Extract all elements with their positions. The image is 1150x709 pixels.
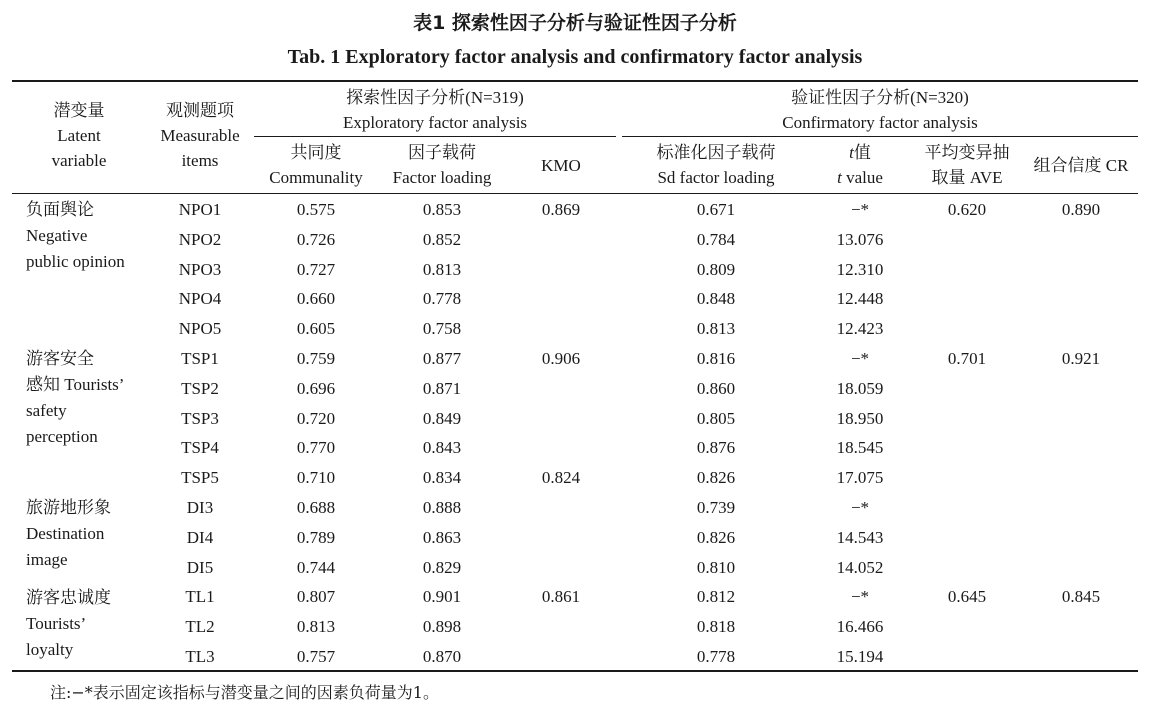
cell-communality: 0.813 [296, 617, 336, 637]
cell-factor-loading: 0.852 [422, 229, 462, 249]
cell-communality: 0.696 [296, 378, 336, 398]
cell-communality: 0.575 [296, 200, 336, 219]
cell-ave: 0.645 [947, 587, 987, 607]
cell-sd-factor-loading: 0.810 [696, 557, 736, 577]
header-cfa: 验证性因子分析(N=320) Confirmatory factor analysis [782, 88, 978, 132]
cell-t-value: −* [850, 587, 870, 607]
cell-item: TSP4 [181, 438, 219, 458]
header-factor-loading: 因子载荷 Factor loading [392, 143, 492, 187]
cell-factor-loading: 0.863 [422, 527, 462, 547]
bottom-rule [12, 670, 1138, 672]
cell-t-value: 18.545 [836, 438, 884, 458]
cell-sd-factor-loading: 0.671 [696, 200, 736, 219]
cell-communality: 0.726 [296, 229, 336, 249]
cell-ave: 0.701 [947, 349, 987, 368]
table-caption-english: Tab. 1 Exploratory factor analysis and confirmatory factor analysis [287, 46, 863, 68]
cell-composite-reliability: 0.890 [1061, 200, 1101, 219]
header-rule [12, 193, 1138, 194]
cell-factor-loading: 0.813 [422, 259, 462, 279]
cell-kmo: 0.869 [541, 200, 581, 219]
cell-item: TL2 [185, 617, 215, 637]
cell-sd-factor-loading: 0.816 [696, 349, 736, 368]
cell-sd-factor-loading: 0.805 [696, 408, 736, 428]
cell-t-value: 18.059 [836, 378, 884, 398]
cell-communality: 0.759 [296, 349, 336, 368]
cell-item: TL1 [185, 587, 215, 607]
header-sd-factor-loading: 标准化因子载荷 Sd factor loading [656, 143, 776, 187]
cell-t-value: 17.075 [836, 468, 884, 488]
cell-t-value: 12.310 [836, 259, 884, 279]
cell-kmo: 0.861 [541, 587, 581, 607]
cell-sd-factor-loading: 0.826 [696, 527, 736, 547]
cell-t-value: 12.423 [836, 319, 884, 339]
cell-composite-reliability: 0.921 [1061, 349, 1101, 368]
cell-item: DI4 [186, 527, 214, 547]
cell-t-value: −* [850, 200, 870, 219]
cell-sd-factor-loading: 0.813 [696, 319, 736, 339]
cell-item: TSP3 [181, 408, 219, 428]
latent-tourists-safety-perception: 游客安全 感知 Tourists’ safety perception [26, 349, 125, 446]
header-measurable-items: 观测题项 Measurable items [160, 101, 240, 170]
cell-item: TL3 [185, 647, 215, 666]
table-caption-chinese: 表1 探索性因子分析与验证性因子分析 [413, 12, 737, 34]
cell-communality: 0.720 [296, 408, 336, 428]
cell-factor-loading: 0.871 [422, 378, 462, 398]
cell-communality: 0.688 [296, 498, 336, 517]
cell-communality: 0.727 [296, 259, 336, 279]
cell-sd-factor-loading: 0.812 [696, 587, 736, 607]
cell-sd-factor-loading: 0.778 [696, 647, 736, 666]
cell-item: NPO2 [178, 229, 222, 249]
cell-factor-loading: 0.888 [422, 498, 462, 517]
cell-t-value: −* [850, 349, 870, 368]
cell-sd-factor-loading: 0.876 [696, 438, 736, 458]
cell-item: TSP2 [181, 378, 219, 398]
latent-tourists-loyalty: 游客忠诚度 Tourists’ loyalty [26, 588, 111, 659]
cell-item: NPO5 [178, 319, 222, 339]
cell-ave: 0.620 [947, 200, 987, 219]
top-rule [12, 80, 1138, 82]
cell-item: NPO3 [178, 259, 222, 279]
header-communality: 共同度 Communality [269, 143, 363, 187]
cell-factor-loading: 0.778 [422, 289, 462, 309]
cell-item: TSP5 [181, 468, 219, 488]
cell-sd-factor-loading: 0.809 [696, 259, 736, 279]
cell-sd-factor-loading: 0.818 [696, 617, 736, 637]
cell-t-value: 13.076 [836, 229, 884, 249]
cell-t-value: 18.950 [836, 408, 884, 428]
cell-factor-loading: 0.849 [422, 408, 462, 428]
cell-item: TSP1 [181, 349, 219, 368]
cell-t-value: 14.052 [836, 557, 884, 577]
cell-sd-factor-loading: 0.826 [696, 468, 736, 488]
cell-sd-factor-loading: 0.860 [696, 378, 736, 398]
cell-factor-loading: 0.843 [422, 438, 462, 458]
cell-t-value: −* [850, 498, 870, 517]
cell-factor-loading: 0.829 [422, 557, 462, 577]
cell-kmo: 0.906 [541, 349, 581, 368]
cell-communality: 0.807 [296, 587, 336, 607]
cell-sd-factor-loading: 0.739 [696, 498, 736, 517]
cell-item: DI3 [186, 498, 214, 517]
header-ave: 平均变异抽 取量 AVE [924, 143, 1010, 187]
cell-composite-reliability: 0.845 [1061, 587, 1101, 607]
table-footnote: 注:−*表示固定该指标与潜变量之间的因素负荷量为1。 [50, 683, 439, 702]
efa-group-rule [254, 136, 616, 137]
cell-t-value: 12.448 [836, 289, 884, 309]
cell-factor-loading: 0.898 [422, 617, 462, 637]
cell-item: DI5 [186, 557, 214, 577]
cell-communality: 0.660 [296, 289, 336, 309]
factor-analysis-table [12, 80, 1138, 672]
header-efa: 探索性因子分析(N=319) Exploratory factor analysis [342, 88, 528, 132]
cell-sd-factor-loading: 0.784 [696, 229, 736, 249]
cell-communality: 0.757 [296, 647, 336, 666]
latent-negative-public-opinion: 负面舆论 Negative public opinion [26, 200, 125, 271]
header-kmo: KMO [541, 156, 581, 175]
header-composite-reliability: 组合信度 CR [1033, 156, 1129, 175]
cell-factor-loading: 0.853 [422, 200, 462, 219]
header-latent-variable: 潜变量 Latent variable [51, 101, 107, 170]
cell-sd-factor-loading: 0.848 [696, 289, 736, 309]
cell-factor-loading: 0.758 [422, 319, 462, 339]
cell-factor-loading: 0.877 [422, 349, 462, 368]
cell-factor-loading: 0.870 [422, 647, 462, 666]
cell-communality: 0.744 [296, 557, 336, 577]
cell-t-value: 15.194 [836, 647, 884, 666]
cell-kmo: 0.824 [541, 468, 581, 488]
cell-factor-loading: 0.901 [422, 587, 462, 607]
cell-factor-loading: 0.834 [422, 468, 462, 488]
cell-t-value: 16.466 [836, 617, 884, 637]
header-t-value: t值 t value [837, 143, 883, 187]
cell-item: NPO4 [178, 289, 222, 309]
cell-communality: 0.605 [296, 319, 336, 339]
cell-communality: 0.770 [296, 438, 336, 458]
cfa-group-rule [622, 136, 1138, 137]
cell-communality: 0.710 [296, 468, 336, 488]
cell-t-value: 14.543 [836, 527, 884, 547]
cell-communality: 0.789 [296, 527, 336, 547]
latent-destination-image: 旅游地形象 Destination image [26, 498, 111, 569]
cell-item: NPO1 [178, 200, 222, 219]
